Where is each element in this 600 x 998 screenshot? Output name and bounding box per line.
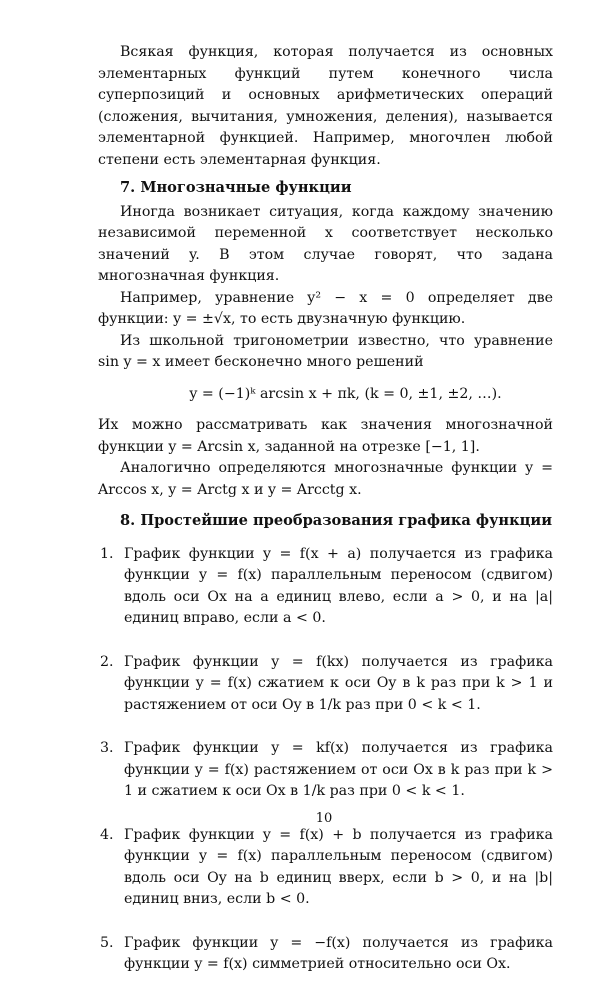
list-item-number: 2. [100,653,114,670]
page-content [98,42,553,998]
page-number: 10 [315,811,333,826]
transformations-list [98,544,553,976]
list-item [100,825,553,911]
list-item [100,933,553,976]
list-item [100,544,553,630]
list-item-text: График функции y = f(x) + b получается из графика функции y = f(x) параллельным переносом (сдвигом) вдоль оси Oy на b единиц вверх, если b > 0, и на |b| единиц вниз, если b < 0. [124,826,553,907]
intro-paragraph: Всякая функция, которая получается из основных элементарных функций путем конечного числа суперпозиций и основных арифметических операций (сложения, вычитания, умножения, деления), называется элементарной функцией. Например, многочлен любой степени есть элементарная функция. [98,44,553,168]
list-item-number: 5. [100,934,114,951]
list-item-number: 4. [100,826,114,843]
display-formula: y = (−1)ᵏ arcsin x + πk, (k = 0, ±1, ±2, …). [189,385,502,402]
list-item [100,738,553,803]
section-7-paragraph-5: Аналогично определяются многозначные функции y = Arccos x, y = Arctg x и y = Arcctg x. [98,460,553,498]
section-7-paragraph-4: Их можно рассматривать как значения многозначной функции y = Arcsin x, заданной на отрезке [−1, 1]. [98,417,553,455]
list-item-number: 1. [100,545,114,562]
section-8-heading: 8. Простейшие преобразования графика функции [120,512,553,529]
section-7-paragraph-3: Из школьной тригонометрии известно, что уравнение sin y = x имеет бесконечно много решений [98,332,553,370]
section-7-paragraph-1: Иногда возникает ситуация, когда каждому значению независимой переменной x соответствует несколько значений y. В этом случае говорят, что задана многозначная функция. [98,203,553,284]
list-item-number: 3. [100,740,114,756]
list-item-text: График функции y = f(x + a) получается из графика функции y = f(x) параллельным переносом (сдвигом) вдоль оси Ox на a единиц влево, если a > 0, и на |a| единиц вправо, если a < 0. [124,545,553,626]
list-item-text: График функции y = kf(x) получается из графика функции y = f(x) растяжением от оси Ox в k раз при k > 1 и сжатием к оси Ox в 1/k раз при 0 < k < 1. [124,740,553,799]
list-item [100,652,553,717]
list-item-text: График функции y = −f(x) получается из графика функции y = f(x) симметрией относительно оси Ox. [124,934,553,972]
section-7-paragraph-2: Например, уравнение y² − x = 0 определяет две функции: y = ±√x, то есть двузначную функцию. [98,289,553,327]
list-item-text: График функции y = f(kx) получается из графика функции y = f(x) сжатием к оси Oy в k раз при k > 1 и растяжением от оси Oy в 1/k раз при 0 < k < 1. [124,653,553,713]
section-7-heading: 7. Многозначные функции [120,179,352,196]
